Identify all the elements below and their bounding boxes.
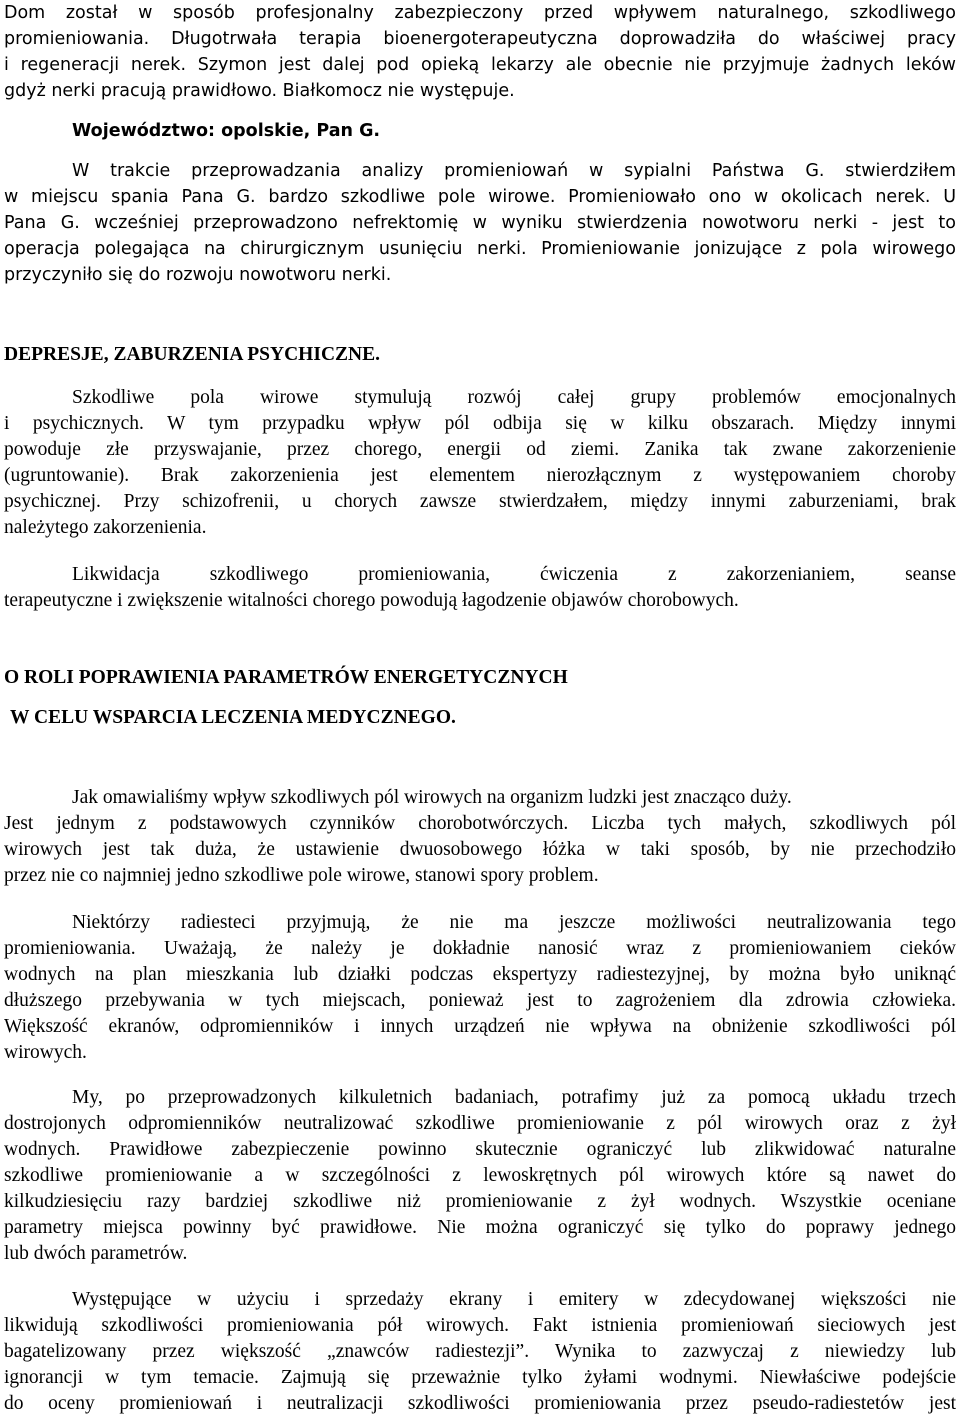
depression-p2-line-2: terapeutyczne i zwiększenie witalności chorego powodują łagodzenie objawów chorobowych. xyxy=(4,590,739,611)
case-line-3: Pana G. wcześniej przeprowadzono nefrektomię w wyniku stwierdzenia nowotworu nerki - jest to xyxy=(4,213,956,233)
depression-p1-line-2: i psychicznych. W tym przypadku wpływ pól odbija się w kilku obszarach. Między innymi xyxy=(4,413,956,434)
case-heading: Województwo: opolskie, Pan G. xyxy=(72,121,381,141)
energy-p4-line-1: Występujące w użyciu i sprzedaży ekrany i emitery w zdecydowanej większości nie xyxy=(72,1289,956,1310)
depression-p1-line-6: należytego zakorzenienia. xyxy=(4,517,207,538)
depression-p2-line-1: Likwidacja szkodliwego promieniowania, ćwiczenia z zakorzenianiem, seanse xyxy=(72,564,956,585)
energy-p4-line-2: likwidują szkodliwości promieniowania pół wirowych. Fakt istnienia promieniowań sieciowych jest xyxy=(4,1315,956,1336)
depression-p1-line-4: (ugruntowanie). Brak zakorzenienia jest elementem nierozłącznym z występowaniem choroby xyxy=(4,465,956,486)
energy-p3-line-7: lub dwóch parametrów. xyxy=(4,1243,188,1264)
intro-line-3: i regeneracji nerek. Szymon jest dalej pod opieką lekarzy ale obecnie nie przyjmuje żadnych leków xyxy=(4,55,956,75)
energy-p3-line-4: szkodliwe promieniowanie a w szczególności z lewoskrętnych pól wirowych które są nawet do xyxy=(4,1165,956,1186)
section-heading-energy-line-2: W CELU WSPARCIA LECZENIA MEDYCZNEGO. xyxy=(10,707,456,728)
energy-p2-line-2: promieniowania. Uważają, że należy je dokładnie nanosić wraz z promieniowaniem cieków xyxy=(4,938,956,959)
energy-p2-line-5: Większość ekranów, odpromienników i innych urządzeń nie wpływa na obniżenie szkodliwości pól xyxy=(4,1016,956,1037)
energy-p4-line-3: bagatelizowany przez większość „znawców radiestezji”. Wynika to zazwyczaj z niewiedzy lub xyxy=(4,1341,956,1362)
energy-p3-line-2: dostrojonych odpromienników neutralizować szkodliwe promieniowanie z pól wirowych oraz z żył xyxy=(4,1113,956,1134)
energy-p2-line-6: wirowych. xyxy=(4,1042,87,1063)
energy-p3-line-6: parametry miejsca powinny być prawidłowe. Nie można ograniczyć się tylko do poprawy jednego xyxy=(4,1217,956,1238)
depression-p1-line-3: powoduje złe przyswajanie, przez chorego, energii od ziemi. Zanika tak zwane zakorzenienie xyxy=(4,439,956,460)
energy-p1-line-1: Jak omawialiśmy wpływ szkodliwych pól wirowych na organizm ludzki jest znacząco duży. xyxy=(72,787,792,808)
case-line-1: W trakcie przeprowadzania analizy promieniowań w sypialni Państwa G. stwierdziłem xyxy=(72,161,956,181)
energy-p3-line-5: kilkudziesięciu razy bardziej szkodliwe niż promieniowanie z żył wodnych. Wszystkie oceniane xyxy=(4,1191,956,1212)
case-line-2: w miejscu spania Pana G. bardzo szkodliwe pole wirowe. Promieniowało ono w okolicach nerek. U xyxy=(4,187,956,207)
section-heading-depression: DEPRESJE, ZABURZENIA PSYCHICZNE. xyxy=(4,344,380,365)
energy-p2-line-4: dłuższego przebywania w tych miejscach, ponieważ jest to zagrożeniem dla zdrowia człowieka. xyxy=(4,990,956,1011)
energy-p3-line-3: wodnych. Prawidłowe zabezpieczenie powinno skutecznie ograniczyć lub zlikwidować naturalne xyxy=(4,1139,956,1160)
intro-line-2: promieniowania. Długotrwała terapia bioenergoterapeutyczna doprowadziła do właściwej pracy xyxy=(4,29,956,49)
case-line-4: operacja polegająca na chirurgicznym usunięciu nerki. Promieniowanie jonizujące z pola wirowego xyxy=(4,239,956,259)
energy-p3-line-1: My, po przeprowadzonych kilkuletnich badaniach, potrafimy już za pomocą układu trzech xyxy=(72,1087,956,1108)
energy-p1-line-2: Jest jednym z podstawowych czynników chorobotwórczych. Liczba tych małych, szkodliwych pól xyxy=(4,813,956,834)
energy-p2-line-1: Niektórzy radiesteci przyjmują, że nie ma jeszcze możliwości neutralizowania tego xyxy=(72,912,956,933)
energy-p4-line-4: ignorancji w tym temacie. Zajmują się przeważnie tylko żyłami wodnymi. Niewłaściwe podejście xyxy=(4,1367,956,1388)
energy-p4-line-5: do oceny promieniowań i neutralizacji szkodliwości promieniowania przez pseudo-radiestetów jest xyxy=(4,1393,956,1414)
intro-line-4: gdyż nerki pracują prawidłowo. Białkomocz nie występuje. xyxy=(4,81,515,101)
energy-p1-line-3: wirowych jest tak duża, że ustawienie dwuosobowego łóżka w taki sposób, by nie przechodziło xyxy=(4,839,956,860)
energy-p2-line-3: wodnych na plan mieszkania lub działki podczas ekspertyzy radiestezyjnej, by można było uniknąć xyxy=(4,964,956,985)
depression-p1-line-5: psychicznej. Przy schizofrenii, u chorych zawsze stwierdzałem, między innymi zaburzeniami, brak xyxy=(4,491,956,512)
energy-p1-line-4: przez nie co najmniej jedno szkodliwe pole wirowe, stanowi spory problem. xyxy=(4,865,599,886)
depression-p1-line-1: Szkodliwe pola wirowe stymulują rozwój całej grupy problemów emocjonalnych xyxy=(72,387,956,408)
section-heading-energy-line-1: O ROLI POPRAWIENIA PARAMETRÓW ENERGETYCZNYCH xyxy=(4,667,568,688)
case-line-5: przyczyniło się do rozwoju nowotworu nerki. xyxy=(4,265,392,285)
intro-line-1: Dom został w sposób profesjonalny zabezpieczony przed wpływem naturalnego, szkodliwego xyxy=(4,3,956,23)
